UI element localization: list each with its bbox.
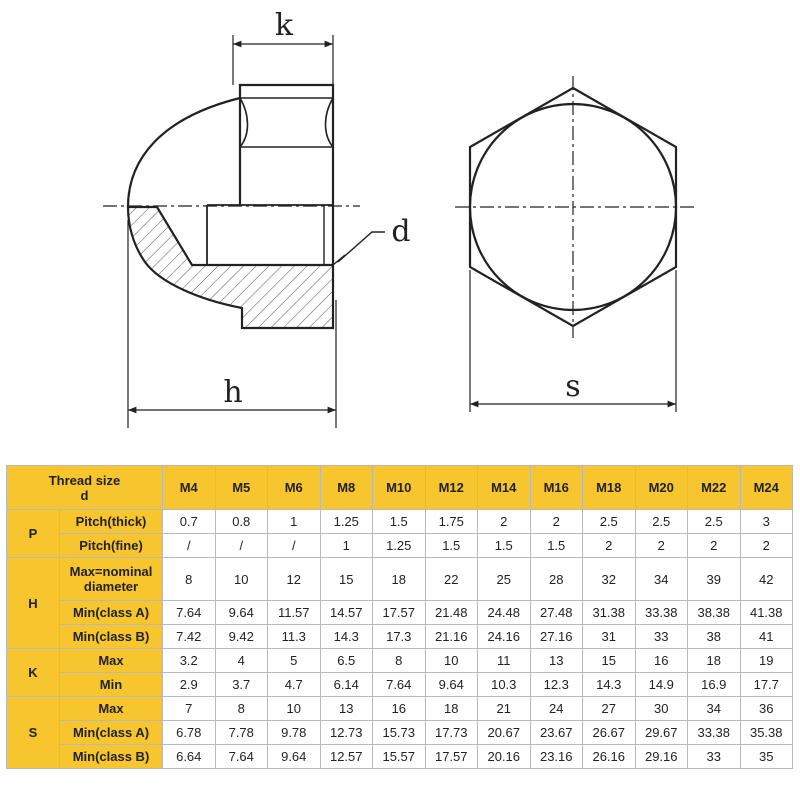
- table-cell: 17.57: [373, 601, 426, 625]
- size-header: M22: [688, 466, 741, 510]
- size-header: M6: [268, 466, 321, 510]
- table-cell: 15: [320, 558, 373, 601]
- table-cell: 1.5: [530, 534, 583, 558]
- table-cell: 26.67: [583, 721, 636, 745]
- table-cell: 1.25: [373, 534, 426, 558]
- table-cell: 6.5: [320, 649, 373, 673]
- table-cell: 35.38: [740, 721, 793, 745]
- table-cell: 24.48: [478, 601, 531, 625]
- table-cell: 27.16: [530, 625, 583, 649]
- table-cell: 2.9: [163, 673, 216, 697]
- row-label: Max: [60, 697, 163, 721]
- table-cell: 17.7: [740, 673, 793, 697]
- table-cell: 12.3: [530, 673, 583, 697]
- table-cell: 0.7: [163, 510, 216, 534]
- table-cell: 27: [583, 697, 636, 721]
- h-label: h: [223, 375, 243, 410]
- table-cell: 23.16: [530, 745, 583, 769]
- table-cell: 29.16: [635, 745, 688, 769]
- table-cell: 16: [373, 697, 426, 721]
- table-cell: 10: [268, 697, 321, 721]
- table-cell: 8: [215, 697, 268, 721]
- table-cell: 10.3: [478, 673, 531, 697]
- row-label-line: diameter: [83, 579, 139, 594]
- table-cell: 21.16: [425, 625, 478, 649]
- row-label: [60, 558, 163, 601]
- table-cell: 11.3: [268, 625, 321, 649]
- table-cell: 3.7: [215, 673, 268, 697]
- table-cell: 1.5: [373, 510, 426, 534]
- table-cell: /: [268, 534, 321, 558]
- table-cell: 16.9: [688, 673, 741, 697]
- table-cell: 2: [688, 534, 741, 558]
- dimension-spec-table: [6, 465, 793, 769]
- s-label: s: [565, 369, 581, 404]
- table-cell: 9.64: [268, 745, 321, 769]
- table-row: [7, 697, 793, 721]
- table-cell: 2: [530, 510, 583, 534]
- table-cell: 2.5: [583, 510, 636, 534]
- table-cell: 28: [530, 558, 583, 601]
- table-row: [7, 510, 793, 534]
- table-row: [7, 745, 793, 769]
- table-cell: 21.48: [425, 601, 478, 625]
- row-label: Min: [60, 673, 163, 697]
- size-header: M10: [373, 466, 426, 510]
- table-cell: 15.73: [373, 721, 426, 745]
- table-cell: 13: [530, 649, 583, 673]
- table-cell: 9.64: [215, 601, 268, 625]
- table-cell: 1: [268, 510, 321, 534]
- table-cell: 15: [583, 649, 636, 673]
- table-cell: 3.2: [163, 649, 216, 673]
- table-cell: 34: [688, 697, 741, 721]
- table-cell: 41: [740, 625, 793, 649]
- table-cell: 25: [478, 558, 531, 601]
- thread-size-header: [7, 466, 163, 510]
- table-cell: 9.42: [215, 625, 268, 649]
- d-label: d: [391, 214, 411, 249]
- size-header: M8: [320, 466, 373, 510]
- section-hatching: [128, 207, 333, 328]
- table-cell: 38: [688, 625, 741, 649]
- table-cell: 10: [215, 558, 268, 601]
- table-header-row: [7, 466, 793, 510]
- group-label: H: [7, 558, 60, 649]
- table-cell: 33.38: [635, 601, 688, 625]
- table-cell: 22: [425, 558, 478, 601]
- table-cell: 2: [635, 534, 688, 558]
- table-cell: 13: [320, 697, 373, 721]
- table-cell: /: [215, 534, 268, 558]
- table-cell: 17.73: [425, 721, 478, 745]
- table-cell: 33.38: [688, 721, 741, 745]
- table-cell: 12.73: [320, 721, 373, 745]
- row-label: Min(class A): [60, 601, 163, 625]
- table-cell: 2.5: [688, 510, 741, 534]
- table-cell: 9.64: [425, 673, 478, 697]
- table-cell: 6.78: [163, 721, 216, 745]
- table-cell: 32: [583, 558, 636, 601]
- table-cell: 20.67: [478, 721, 531, 745]
- size-header: M14: [478, 466, 531, 510]
- table-cell: 23.67: [530, 721, 583, 745]
- table-cell: 26.16: [583, 745, 636, 769]
- row-label-line: Max=nominal: [69, 564, 153, 579]
- table-cell: 11: [478, 649, 531, 673]
- group-label: K: [7, 649, 60, 697]
- group-label: P: [7, 510, 60, 558]
- table-cell: 21: [478, 697, 531, 721]
- table-cell: 17.3: [373, 625, 426, 649]
- table-cell: 4: [215, 649, 268, 673]
- table-cell: 1.5: [425, 534, 478, 558]
- table-cell: 29.67: [635, 721, 688, 745]
- table-cell: 7.42: [163, 625, 216, 649]
- k-label: k: [274, 8, 294, 43]
- table-cell: 20.16: [478, 745, 531, 769]
- table-cell: 24: [530, 697, 583, 721]
- table-cell: 2: [583, 534, 636, 558]
- table-cell: 38.38: [688, 601, 741, 625]
- table-cell: 15.57: [373, 745, 426, 769]
- table-cell: 7.64: [373, 673, 426, 697]
- table-cell: 19: [740, 649, 793, 673]
- table-cell: 33: [688, 745, 741, 769]
- table-cell: 27.48: [530, 601, 583, 625]
- table-row: [7, 558, 793, 601]
- table-cell: 39: [688, 558, 741, 601]
- d-leader: [338, 232, 385, 262]
- table-cell: 7.64: [163, 601, 216, 625]
- table-cell: 8: [163, 558, 216, 601]
- row-label: Pitch(fine): [60, 534, 163, 558]
- thread-size-label: Thread size: [48, 472, 121, 488]
- table-cell: 1.75: [425, 510, 478, 534]
- size-header: M5: [215, 466, 268, 510]
- table-cell: 31.38: [583, 601, 636, 625]
- table-cell: 11.57: [268, 601, 321, 625]
- row-label: Min(class A): [60, 721, 163, 745]
- table-cell: 5: [268, 649, 321, 673]
- table-cell: 31: [583, 625, 636, 649]
- table-cell: 7.78: [215, 721, 268, 745]
- table-cell: 12.57: [320, 745, 373, 769]
- table-cell: 34: [635, 558, 688, 601]
- table-cell: 6.14: [320, 673, 373, 697]
- table-cell: 18: [688, 649, 741, 673]
- table-cell: 18: [373, 558, 426, 601]
- table-cell: 2.5: [635, 510, 688, 534]
- group-label: S: [7, 697, 60, 769]
- size-header: M20: [635, 466, 688, 510]
- table-cell: 24.16: [478, 625, 531, 649]
- table-cell: /: [163, 534, 216, 558]
- row-label: Pitch(thick): [60, 510, 163, 534]
- table-cell: 0.8: [215, 510, 268, 534]
- table-row: [7, 625, 793, 649]
- table-cell: 3: [740, 510, 793, 534]
- table-cell: 41.38: [740, 601, 793, 625]
- table-cell: 7: [163, 697, 216, 721]
- table-row: [7, 534, 793, 558]
- size-header: M24: [740, 466, 793, 510]
- row-label: Min(class B): [60, 625, 163, 649]
- table-cell: 9.78: [268, 721, 321, 745]
- table-cell: 18: [425, 697, 478, 721]
- size-header: M16: [530, 466, 583, 510]
- table-cell: 16: [635, 649, 688, 673]
- table-cell: 14.3: [320, 625, 373, 649]
- row-label: Min(class B): [60, 745, 163, 769]
- table-row: [7, 649, 793, 673]
- thread-size-symbol: d: [80, 487, 89, 503]
- table-cell: 14.9: [635, 673, 688, 697]
- table-row: [7, 673, 793, 697]
- table-cell: 14.57: [320, 601, 373, 625]
- table-cell: 10: [425, 649, 478, 673]
- table-cell: 30: [635, 697, 688, 721]
- table-row: [7, 721, 793, 745]
- size-header: M12: [425, 466, 478, 510]
- table-cell: 35: [740, 745, 793, 769]
- size-header: M4: [163, 466, 216, 510]
- size-header: M18: [583, 466, 636, 510]
- table-cell: 8: [373, 649, 426, 673]
- table-cell: 36: [740, 697, 793, 721]
- table-cell: 17.57: [425, 745, 478, 769]
- row-label: Max: [60, 649, 163, 673]
- table-cell: 6.64: [163, 745, 216, 769]
- table-row: [7, 601, 793, 625]
- table-cell: 14.3: [583, 673, 636, 697]
- table-cell: 1.25: [320, 510, 373, 534]
- table-cell: 2: [740, 534, 793, 558]
- hex-body: [240, 85, 333, 265]
- table-cell: 42: [740, 558, 793, 601]
- table-cell: 12: [268, 558, 321, 601]
- table-cell: 2: [478, 510, 531, 534]
- dome-outline: [128, 98, 240, 207]
- table-cell: 1.5: [478, 534, 531, 558]
- table-cell: 7.64: [215, 745, 268, 769]
- table-cell: 4.7: [268, 673, 321, 697]
- table-cell: 1: [320, 534, 373, 558]
- table-cell: 33: [635, 625, 688, 649]
